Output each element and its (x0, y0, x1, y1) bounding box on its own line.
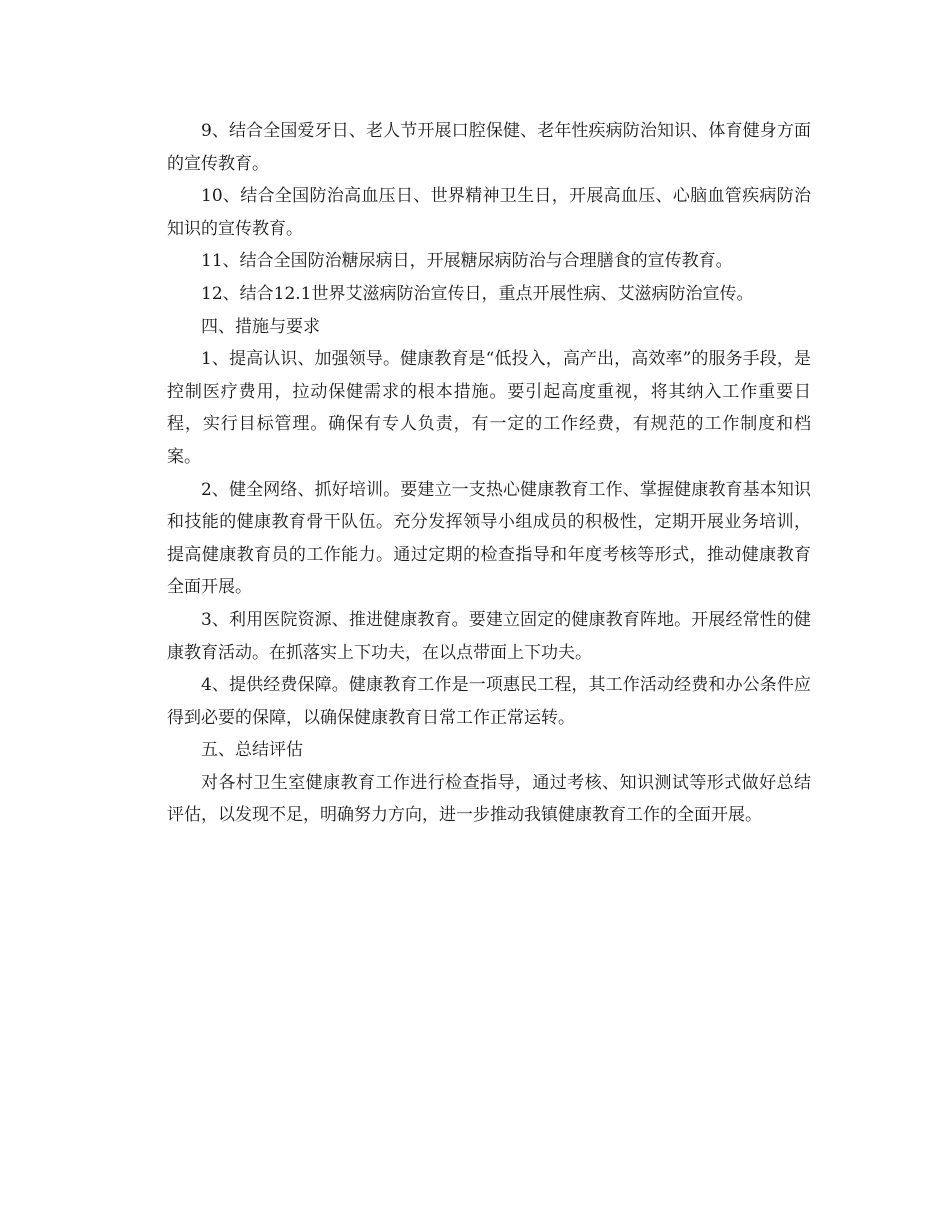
paragraph-evaluation: 对各村卫生室健康教育工作进行检查指导，通过考核、知识测试等形式做好总结评估，以发现不足，明确努力方向，进一步推动我镇健康教育工作的全面开展。 (167, 772, 811, 826)
section-heading-evaluation: 五、总结评估 (201, 740, 303, 761)
paragraph-item-10: 10、结合全国防治高血压日、世界精神卫生日，开展高血压、心脑血管疾病防治知识的宣传教育。 (167, 186, 811, 239)
paragraph-measure-4: 4、提供经费保障。健康教育工作是一项惠民工程，其工作活动经费和办公条件应得到必要的保障，以确保健康教育日常工作正常运转。 (167, 675, 811, 728)
paragraph-measure-2: 2、健全网络、抓好培训。要建立一支热心健康教育工作、掌握健康教育基本知识和技能的健康教育骨干队伍。充分发挥领导小组成员的积极性，定期开展业务培训，提高健康教育员的工作能力。通过定期的检查指导和年度考核等形式，推动健康教育全面开展。 (167, 479, 811, 598)
paragraph-item-11: 11、结合全国防治糖尿病日，开展糖尿病防治与合理膳食的宣传教育。 (201, 251, 733, 272)
document-body (167, 115, 811, 832)
section-heading-measures: 四、措施与要求 (201, 316, 320, 337)
paragraph-item-12: 12、结合12.1世界艾滋病防治宣传日，重点开展性病、艾滋病防治宣传。 (201, 283, 754, 304)
paragraph-measure-3: 3、利用医院资源、推进健康教育。要建立固定的健康教育阵地。开展经常性的健康教育活动。在抓落实上下功夫，在以点带面上下功夫。 (167, 609, 811, 663)
paragraph-measure-1: 1、提高认识、加强领导。健康教育是“低投入，高产出，高效率”的服务手段，是控制医疗费用，拉动保健需求的根本措施。要引起高度重视，将其纳入工作重要日程，实行目标管理。确保有专人负责，有一定的工作经费，有规范的工作制度和档案。 (167, 349, 811, 467)
paragraph-item-9: 9、结合全国爱牙日、老人节开展口腔保健、老年性疾病防治知识、体育健身方面的宣传教育。 (167, 121, 811, 174)
